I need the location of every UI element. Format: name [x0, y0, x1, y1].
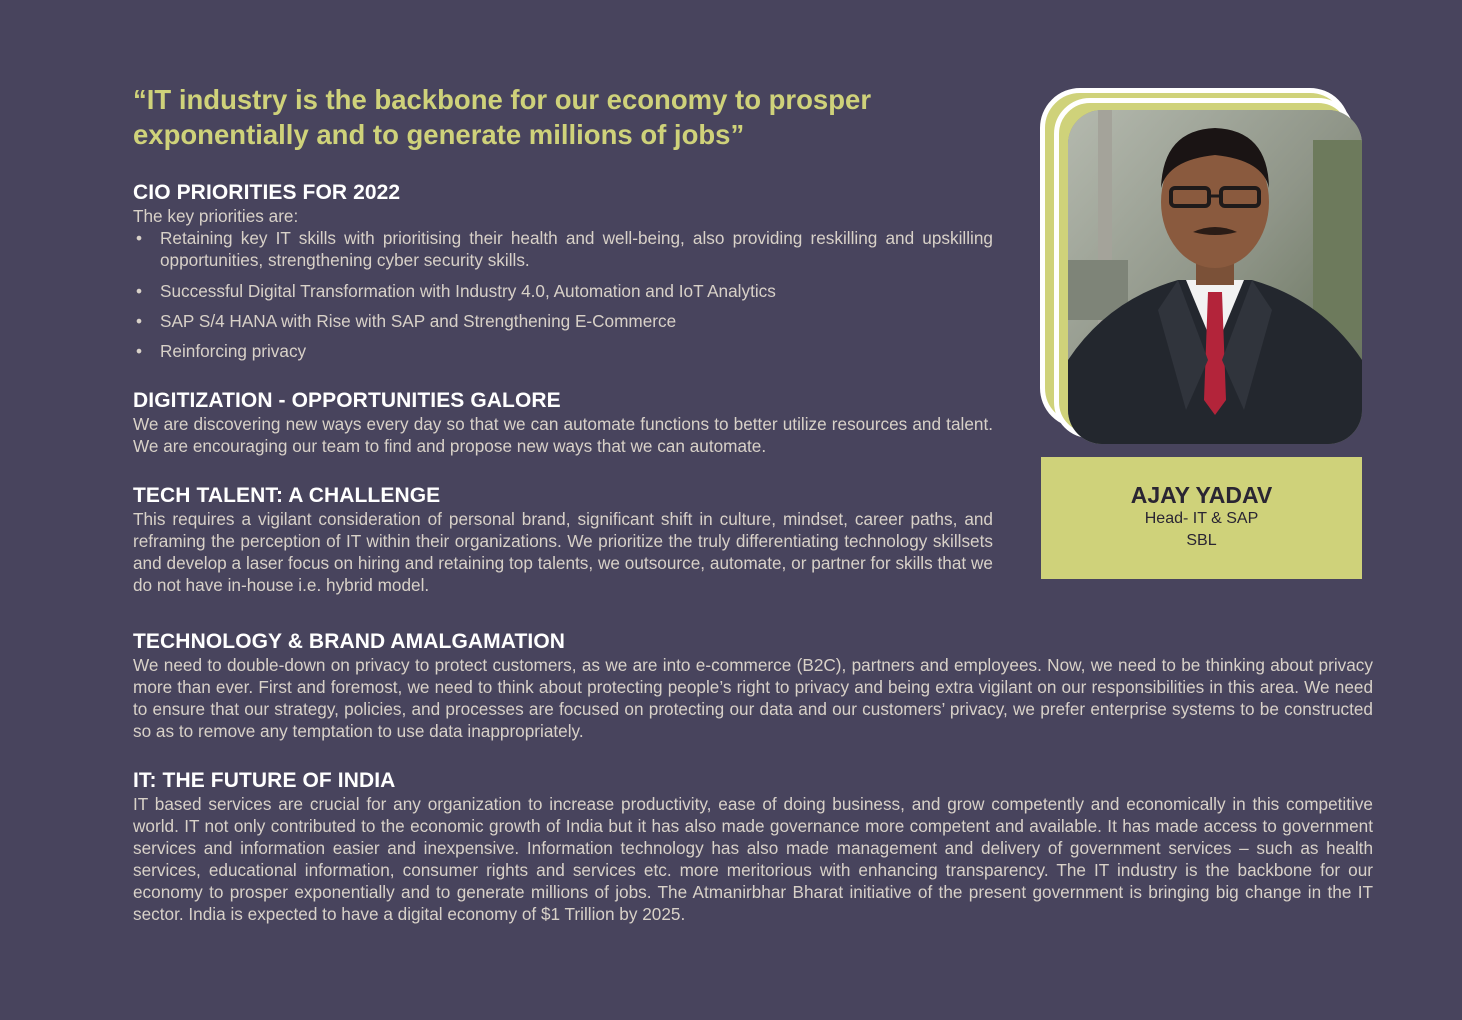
section-heading: CIO PRIORITIES FOR 2022: [133, 181, 401, 204]
priority-list: [133, 227, 993, 362]
section-future: [133, 769, 1373, 925]
section-body: IT based services are crucial for any organization to increase productivity, ease of doing business, and grow competently and economically in this competitive world. IT not only contributed to the economic growth of India but it has also made governance more competent and available. It has made access to government services and information easier and inexpensive. Information technology has also made management and delivery of government services – such as health services, educational information, consumer rights and services etc. more meritorious with enhancing transparency. The IT industry is the backbone for our economy to prosper exponentially and to generate millions of jobs. The Atmanirbhar Bharat initiative of the present government is bringing big change in the IT sector. India is expected to have a digital economy of $1 Trillion by 2025.: [133, 794, 1373, 924]
section-heading: TECH TALENT: A CHALLENGE: [133, 484, 441, 507]
list-item: • Retaining key IT skills with prioritising their health and well-being, also providing reskilling and upskilling opportunities, strengthening cyber security skills.: [133, 227, 993, 271]
section-heading: DIGITIZATION - OPPORTUNITIES GALORE: [133, 389, 561, 412]
person-name: AJAY YADAV: [1130, 482, 1273, 508]
section-body: We are discovering new ways every day so that we can automate functions to better utilize resources and talent. We are encouraging our team to find and propose new ways that we can automate.: [133, 414, 993, 456]
section-body: This requires a vigilant consideration of personal brand, significant shift in culture, mindset, career paths, and reframing the perception of IT within their organizations. We prioritize the truly differentiating technology skillsets and develop a laser focus on hiring and retaining top talents, we outsource, automate, or partner for skills that we do not have in-house i.e. hybrid model.: [133, 509, 993, 595]
section-intro: The key priorities are:: [133, 206, 299, 226]
list-item: • Successful Digital Transformation with Industry 4.0, Automation and IoT Analytics: [133, 280, 993, 302]
section-tech-talent: [133, 484, 993, 596]
list-item: • SAP S/4 HANA with Rise with SAP and Strengthening E-Commerce: [133, 310, 993, 332]
nameplate: [1041, 457, 1362, 579]
list-item: • Reinforcing privacy: [133, 340, 993, 362]
person-role: Head- IT & SAP: [1144, 510, 1259, 527]
section-heading: TECHNOLOGY & BRAND AMALGAMATION: [133, 630, 566, 653]
section-priorities: [133, 181, 993, 362]
portrait-photo: [1068, 110, 1362, 444]
person-company: SBL: [1186, 532, 1217, 549]
section-digitization: [133, 389, 993, 457]
portrait-illustration: [1068, 110, 1362, 444]
section-body: We need to double-down on privacy to protect customers, as we are into e-commerce (B2C), partners and employees. Now, we need to be thinking about privacy more than ever. First and foremost, we need to think about protecting people’s right to privacy and being extra vigilant on our responsibilities in this area. We need to ensure that our strategy, policies, and processes are focused on protecting our data and our customers’ privacy, we prefer enterprise systems to be constructed so as to remove any temptation to use data inappropriately.: [133, 655, 1373, 741]
section-amalgamation: [133, 630, 1373, 742]
pull-quote: “IT industry is the backbone for our economy to prosper exponentially and to generate millions of jobs”: [133, 84, 872, 150]
section-heading: IT: THE FUTURE OF INDIA: [133, 769, 396, 792]
